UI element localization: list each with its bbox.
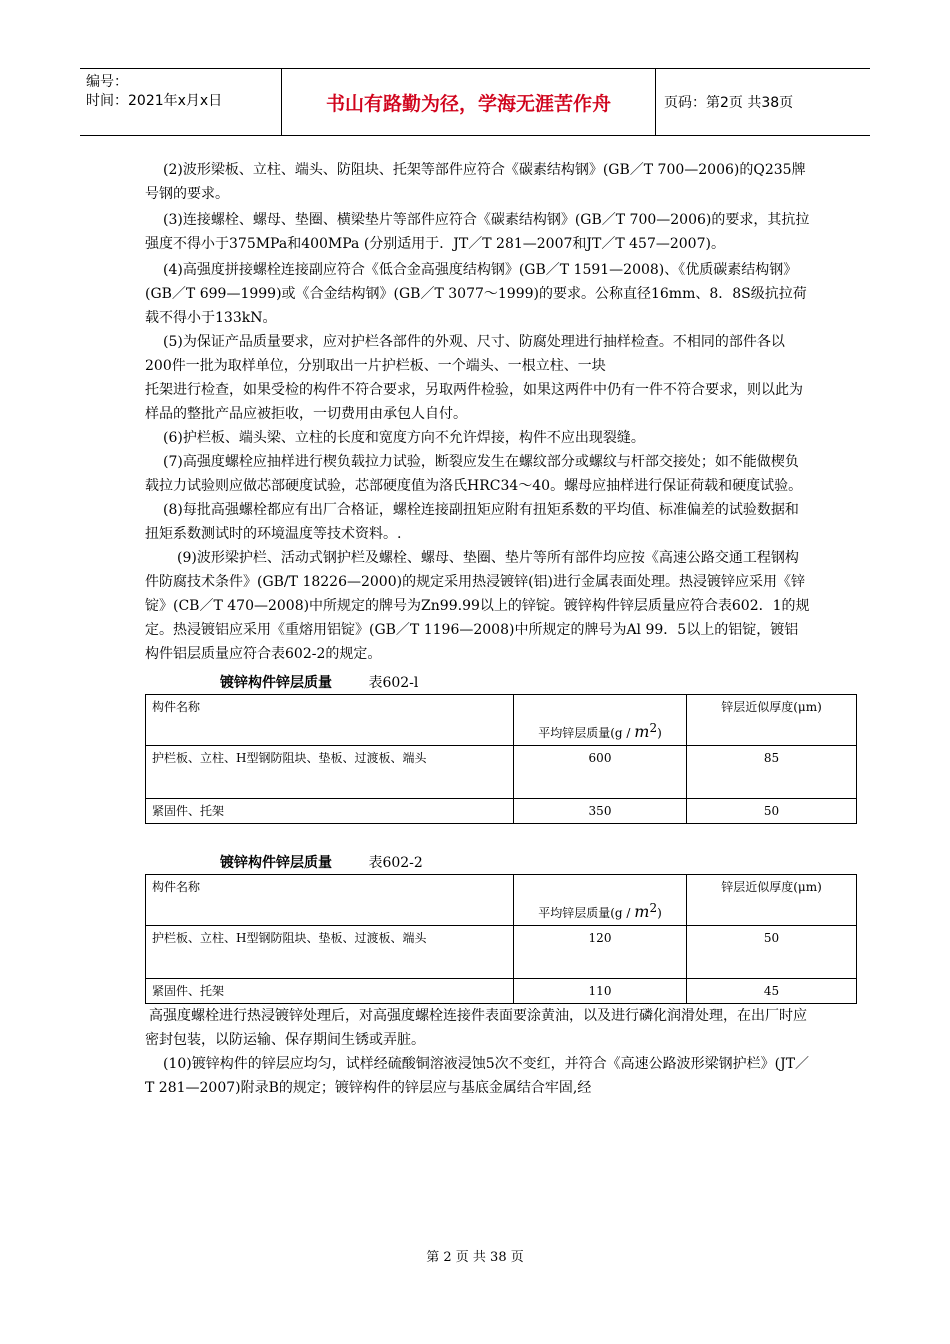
paragraph-5: (5)为保证产品质量要求，应对护栏各部件的外观、尺寸、防腐处理进行抽样检查。不相同的部件各以200件一批为取样单位，分别取出一片护栏板、一个端头、一根立柱、一块 (145, 334, 785, 374)
header-avg-mass (514, 875, 687, 926)
paragraph-3: (3)连接螺栓、螺母、垫圈、横梁垫片等部件应符合《碳素结构钢》(GB／T 700—2006)的要求，其抗拉强度不得小于375MPa和400MPa (分别适用于．JT／T 281—2007和JT／T 457—2007)。 (145, 212, 810, 252)
table-header-row (146, 695, 857, 746)
paragraph-2: (2)波形梁板、立柱、端头、防阻块、托架等部件应符合《碳素结构钢》(GB／T 700—2006)的Q235牌号钢的要求。 (145, 162, 806, 202)
time-label: 时间：2021年x月x日 (86, 93, 223, 109)
unit-m: m (634, 902, 650, 921)
document-body (145, 158, 822, 1100)
header-avg-mass-close: ) (657, 906, 662, 920)
paragraph-galvanize-note: 高强度螺栓进行热浸镀锌处理后，对高强度螺栓连接件表面要涂黄油，以及进行磷化润滑处理，在出厂时应密封包装，以防运输、保存期间生锈或弄脏。 (145, 1008, 807, 1048)
motto: 书山有路勤为径，学海无涯苦作舟 (282, 69, 656, 135)
row-thickness: 45 (687, 979, 857, 1004)
unit-m: m (634, 722, 650, 741)
table-2-number: 表602-2 (368, 855, 423, 871)
page-footer: 第 2 页 共 38 页 (426, 1250, 524, 1265)
page-info: 页码：第2页 共38页 (664, 95, 794, 111)
row-thickness: 50 (687, 799, 857, 824)
paragraph-9: (9)波形梁护栏、活动式钢护栏及螺栓、螺母、垫圈、垫片等所有部件均应按《高速公路交通工程钢构件防腐技术条件》(GB/T 18226—2000)的规定采用热浸镀锌(铝)进行金属表面处理。热浸镀锌应采用《锌锭》(CB／T 470—2008)中所规定的牌号为Zn99.99以上的锌锭。镀锌构件锌层质量应符合表602．1的规定。热浸镀铝应采用《重熔用铝锭》(GB／T 1196—2008)中所规定的牌号为Al 99．5以上的铝锭，镀铝构件铝层质量应符合表602-2的规定。 (145, 550, 810, 662)
table-1-number: 表602-l (368, 675, 419, 691)
header-thickness: 锌层近似厚度(μm) (687, 695, 857, 746)
header-avg-mass (514, 695, 687, 746)
table-row (146, 746, 857, 799)
header-avg-mass-text: 平均锌层质量(g / (538, 726, 631, 740)
paragraph-10: (10)镀锌构件的锌层应均匀，试样经硫酸铜溶液浸蚀5次不变红，并符合《高速公路波形梁钢护栏》(JT／T 281—2007)附录B的规定；镀锌构件的锌层应与基底金属结合牢固,经 (145, 1056, 810, 1096)
row-mass: 110 (514, 979, 687, 1004)
header-component-name: 构件名称 (146, 695, 514, 746)
unit-exponent: 2 (649, 721, 658, 735)
number-label: 编号： (86, 74, 128, 90)
header-left-cell (80, 69, 282, 135)
table-1-caption (145, 672, 810, 694)
table-row (146, 979, 857, 1004)
header-component-name: 构件名称 (146, 875, 514, 926)
row-thickness: 85 (687, 746, 857, 799)
header-avg-mass-text: 平均锌层质量(g / (538, 906, 631, 920)
row-name: 护栏板、立柱、H型钢防阻块、垫板、过渡板、端头 (146, 926, 514, 979)
table-2-caption (145, 852, 810, 874)
header-avg-mass-close: ) (657, 726, 662, 740)
row-mass: 120 (514, 926, 687, 979)
table-1-title: 镀锌构件锌层质量 (220, 675, 332, 691)
row-name: 紧固件、托架 (146, 979, 514, 1004)
row-mass: 350 (514, 799, 687, 824)
paragraph-7: (7)高强度螺栓应抽样进行楔负载拉力试验，断裂应发生在螺纹部分或螺纹与杆部交接处；如不能做楔负载拉力试验则应做芯部硬度试验，芯部硬度值为洛氏HRC34～40。螺母应抽样进行保证荷载和硬度试验。 (145, 454, 803, 494)
paragraph-5-continued: 托架进行检查，如果受检的构件不符合要求，另取两件检验，如果这两件中仍有一件不符合要求，则以此为样品的整批产品应被拒收，一切费用由承包人自付。 (145, 382, 803, 422)
row-thickness: 50 (687, 926, 857, 979)
table-row (146, 926, 857, 979)
table-row (146, 799, 857, 824)
paragraph-6: (6)护栏板、端头梁、立柱的长度和宽度方向不允许焊接，构件不应出现裂缝。 (163, 430, 645, 446)
paragraph-8: (8)每批高强螺栓都应有出厂合格证，螺栓连接副扭矩应附有扭矩系数的平均值、标准偏差的试验数据和扭矩系数测试时的环境温度等技术资料。. (145, 502, 799, 542)
header-thickness: 锌层近似厚度(μm) (687, 875, 857, 926)
table-header-row (146, 875, 857, 926)
row-name: 护栏板、立柱、H型钢防阻块、垫板、过渡板、端头 (146, 746, 514, 799)
row-mass: 600 (514, 746, 687, 799)
table-2-title: 镀锌构件锌层质量 (220, 855, 332, 871)
paragraph-4: (4)高强度拼接螺栓连接副应符合《低合金高强度结构钢》(GB／T 1591—2008)、《优质碳素结构钢》(GB／T 699—1999)或《合金结构钢》(GB／T 3077～1999)的要求。公称直径16mm、8．8S级抗拉荷载不得小于133kN。 (145, 262, 807, 326)
table-602-2 (145, 874, 857, 1004)
table-602-1 (145, 694, 857, 824)
row-name: 紧固件、托架 (146, 799, 514, 824)
unit-exponent: 2 (649, 901, 658, 915)
page-header (80, 68, 870, 136)
